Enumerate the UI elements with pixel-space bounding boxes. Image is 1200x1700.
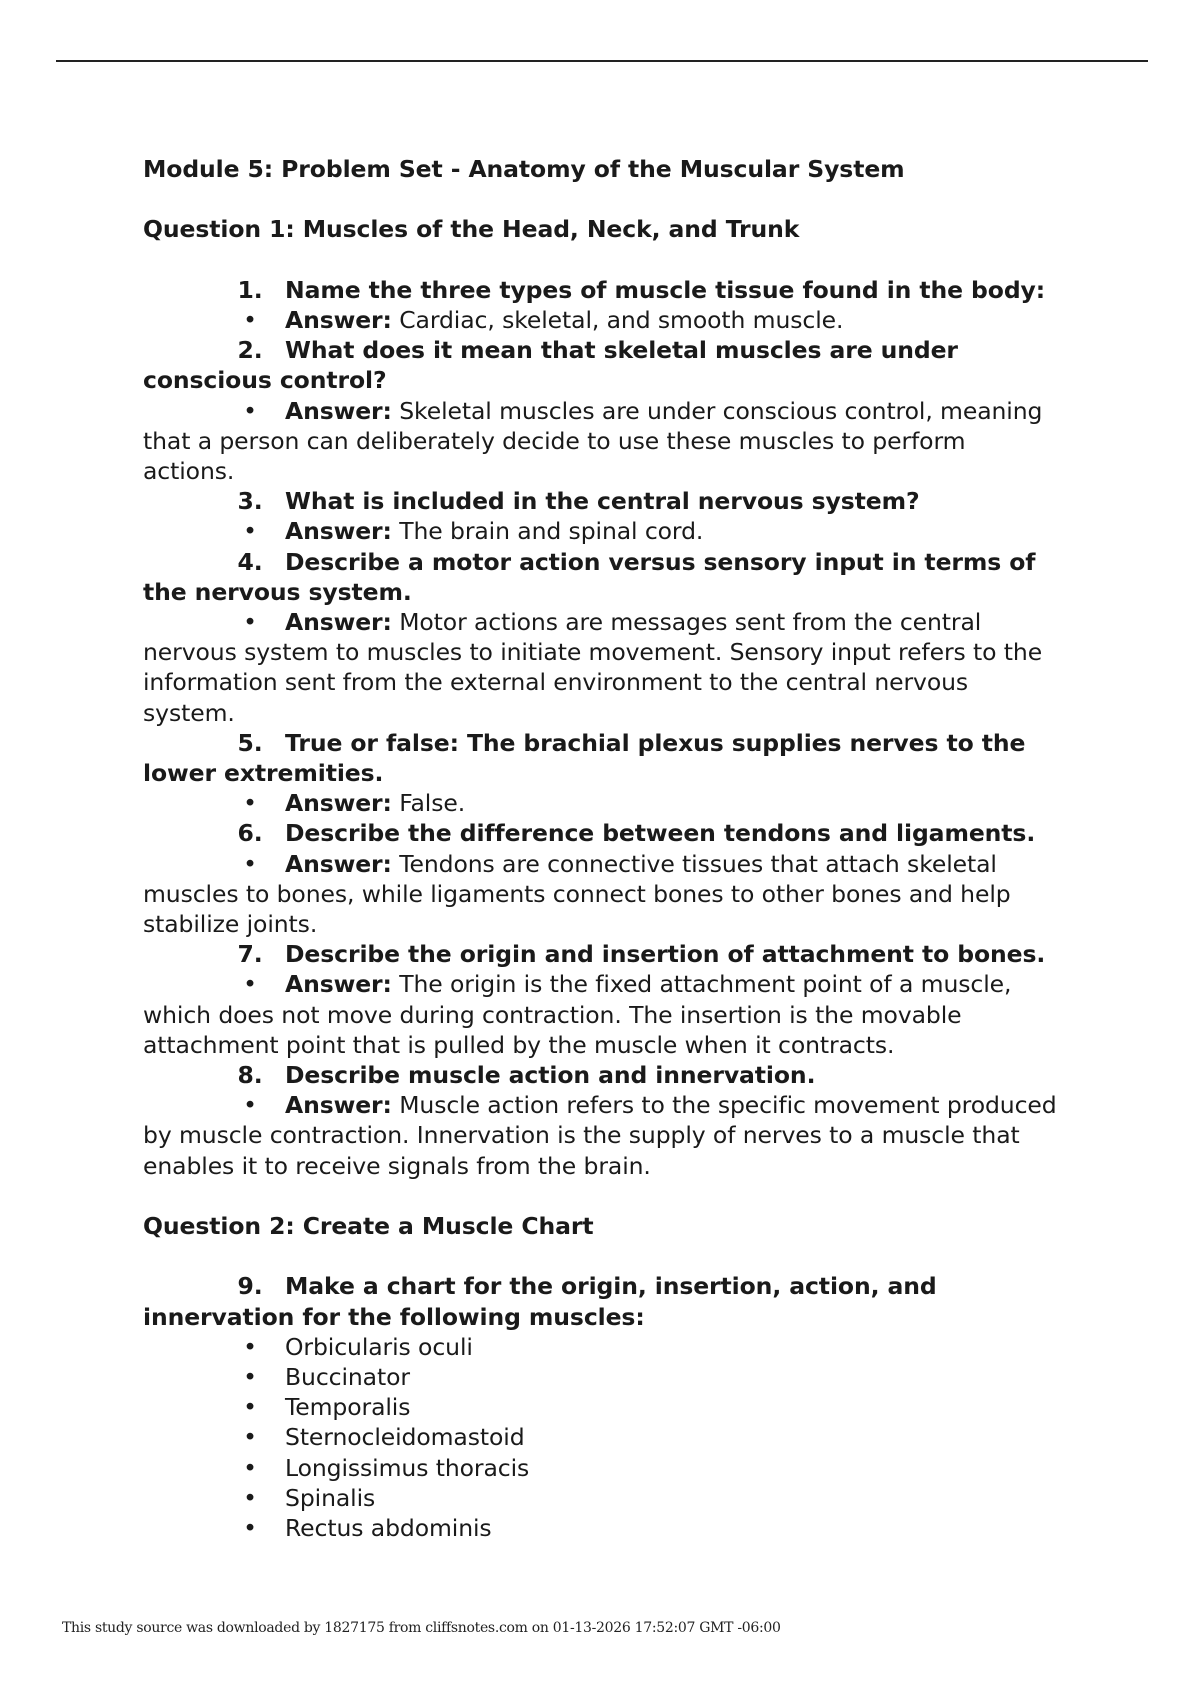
answer-text: Skeletal muscles are under conscious control, meaning that a person can deliberately decide to use these muscles to perform actions. (143, 396, 1043, 485)
muscle-list-item (143, 1332, 1063, 1362)
item-question: Describe the origin and insertion of attachment to bones. (285, 940, 1046, 969)
answer-text: Muscle action refers to the specific movement produced by muscle contraction. Innervation is the supply of nerves to a muscle that enables it to receive signals from the brain. (143, 1091, 1057, 1180)
answer-item (143, 1090, 1063, 1181)
bullet-marker: • (243, 1091, 257, 1120)
muscle-name: Temporalis (285, 1393, 411, 1422)
item-question: Make a chart for the origin, insertion, action, and innervation for the following muscles: (143, 1272, 937, 1331)
item-question: Name the three types of muscle tissue found in the body: (285, 275, 1046, 304)
answer-text: Tendons are connective tissues that attach skeletal muscles to bones, while ligaments connect bones to other bones and help stabilize joints. (143, 849, 1011, 939)
muscle-name: Buccinator (285, 1363, 410, 1392)
answer-label: Answer: (285, 608, 392, 637)
question-9-item (143, 1271, 1063, 1543)
item-number: 6. (237, 819, 263, 848)
bullet-marker: • (243, 1483, 257, 1512)
muscle-list-item (143, 1483, 1063, 1513)
bullet-marker: • (243, 1332, 257, 1361)
top-rule (56, 60, 1148, 62)
answer-text: The origin is the fixed attachment point of a muscle, which does not move during contraction. The insertion is the movable attachment point that is pulled by the muscle when it contracts. (143, 970, 1012, 1059)
muscle-list-item (143, 1362, 1063, 1392)
answer-label: Answer: (285, 396, 392, 425)
muscle-name: Sternocleidomastoid (285, 1423, 525, 1452)
muscle-list (143, 1332, 1063, 1543)
item-question: What does it mean that skeletal muscles are under conscious control? (143, 336, 958, 395)
item-question: Describe a motor action versus sensory input in terms of the nervous system. (143, 547, 1036, 606)
document-title: Module 5: Problem Set - Anatomy of the Muscular System (143, 155, 905, 183)
bullet-marker: • (243, 517, 257, 546)
bullet-marker: • (243, 1423, 257, 1452)
answer-label: Answer: (285, 517, 392, 546)
answer-item (143, 516, 1063, 546)
item-number: 9. (237, 1272, 263, 1301)
item-number: 3. (237, 487, 263, 516)
muscle-name: Orbicularis oculi (285, 1332, 473, 1361)
bullet-marker: • (243, 608, 257, 637)
bullet-marker: • (243, 1363, 257, 1392)
bullet-marker: • (243, 1393, 257, 1422)
item-question: Describe the difference between tendons and ligaments. (285, 819, 1036, 848)
item-number: 2. (237, 336, 263, 365)
question-item (143, 547, 1063, 607)
item-question: What is included in the central nervous system? (285, 487, 920, 516)
bullet-marker: • (243, 789, 257, 818)
answer-text: Cardiac, skeletal, and smooth muscle. (399, 305, 844, 334)
answer-item (143, 788, 1063, 818)
muscle-list-item (143, 1422, 1063, 1452)
bullet-marker: • (243, 1453, 257, 1482)
item-number: 7. (237, 940, 263, 969)
download-footer: This study source was downloaded by 1827175 from cliffsnotes.com on 01-13-2026 17:52:07 GMT -06:00 (62, 1620, 781, 1636)
muscle-name: Spinalis (285, 1483, 376, 1512)
question-item (143, 818, 1063, 848)
question-item (143, 1060, 1063, 1090)
question-item (143, 728, 1063, 788)
item-question: Describe muscle action and innervation. (285, 1061, 816, 1090)
answer-label: Answer: (285, 849, 392, 878)
item-number: 5. (237, 728, 263, 757)
answer-text: The brain and spinal cord. (399, 517, 704, 546)
muscle-name: Longissimus thoracis (285, 1453, 530, 1482)
item-question: True or false: The brachial plexus supplies nerves to the lower extremities. (143, 728, 1026, 788)
answer-text: Motor actions are messages sent from the central nervous system to muscles to initiate movement. Sensory input refers to the information sent from the external environment to the central nervous system. (143, 608, 1043, 727)
document-body (143, 154, 1063, 1543)
muscle-list-item (143, 1453, 1063, 1483)
muscle-name: Rectus abdominis (285, 1514, 492, 1543)
question-2-heading: Question 2: Create a Muscle Chart (143, 1212, 594, 1241)
item-number: 1. (237, 275, 263, 304)
question-1-heading: Question 1: Muscles of the Head, Neck, and Trunk (143, 215, 800, 244)
item-number: 8. (237, 1061, 263, 1090)
bullet-marker: • (243, 970, 257, 999)
answer-label: Answer: (285, 789, 392, 818)
question-item (143, 275, 1063, 305)
answer-label: Answer: (285, 305, 392, 334)
question-item (143, 335, 1063, 395)
answer-text: False. (399, 789, 466, 818)
answer-item (143, 396, 1063, 487)
bullet-marker: • (243, 849, 257, 878)
muscle-list-item (143, 1513, 1063, 1543)
answer-item (143, 305, 1063, 335)
answer-label: Answer: (285, 1091, 392, 1120)
bullet-marker: • (243, 305, 257, 334)
answer-item (143, 849, 1063, 940)
question-item (143, 939, 1063, 969)
answer-item (143, 607, 1063, 728)
answer-label: Answer: (285, 970, 392, 999)
question-item (143, 486, 1063, 516)
bullet-marker: • (243, 1514, 257, 1543)
answer-item (143, 969, 1063, 1060)
question-1-list (143, 275, 1063, 1181)
item-number: 4. (237, 547, 263, 576)
bullet-marker: • (243, 396, 257, 425)
muscle-list-item (143, 1392, 1063, 1422)
